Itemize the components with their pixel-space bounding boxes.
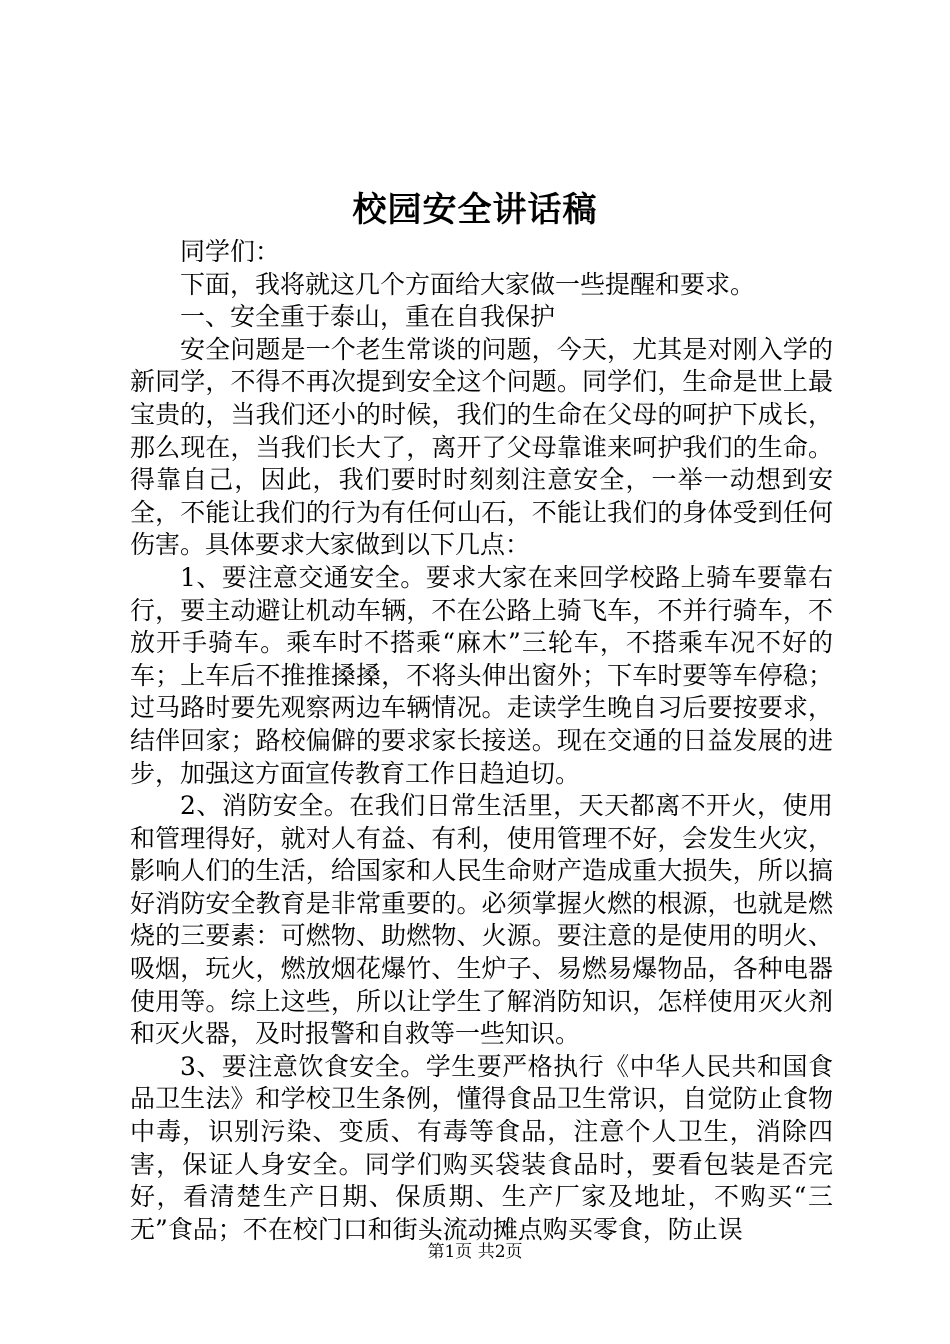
section-heading-1: 一、安全重于泰山，重在自我保护: [180, 302, 556, 332]
document-body: [130, 236, 833, 1246]
paragraph-greeting: 同学们：: [180, 237, 281, 266]
page-footer: 第1页 共2页: [427, 1242, 523, 1262]
paragraph-intro: 下面，我将就这几个方面给大家做一些提醒和要求。: [180, 269, 756, 299]
paragraph-safety-overview: 安全问题是一个老生常谈的问题，今天，尤其是对刚入学的新同学，不得不再次提到安全这个问题。同学们，生命是世上最宝贵的，当我们还小的时候，我们的生命在父母的呵护下成长，那么现在，当我们长大了，离开了父母靠谁来呵护我们的生命。得靠自己，因此，我们要时时刻刻注意安全，一举一动想到安全，不能让我们的行为有任何山石，不能让我们的身体受到任何伤害。具体要求大家做到以下几点：: [130, 334, 833, 560]
paragraph-food-safety: 3、要注意饮食安全。学生要严格执行《中华人民共和国食品卫生法》和学校卫生条例，懂得食品卫生常识，自觉防止食物中毒，识别污染、变质、有毒等食品，注意个人卫生，消除四害，保证人身安全。同学们购买袋装食品时，要看包装是否完好，看清楚生产日期、保质期、生产厂家及地址，不购买“三无”食品；不在校门口和街头流动摊点购买零食，防止误: [130, 1051, 833, 1244]
document-title: 校园安全讲话稿: [352, 190, 598, 230]
paragraph-fire-safety: 2、消防安全。在我们日常生活里，天天都离不开火，使用和管理得好，就对人有益、有利，使用管理不好，会发生火灾，影响人们的生活，给国家和人民生命财产造成重大损失，所以搞好消防安全教育是非常重要的。必须掌握火燃的根源，也就是燃烧的三要素：可燃物、助燃物、火源。要注意的是使用的明火、吸烟，玩火，燃放烟花爆竹、生炉子、易燃易爆物品，各种电器使用等。综上这些，所以让学生了解消防知识，怎样使用灭火剂和灭火器，及时报警和自救等一些知识。: [130, 791, 833, 1049]
paragraph-traffic-safety: 1、要注意交通安全。要求大家在来回学校路上骑车要靠右行，要主动避让机动车辆，不在公路上骑飞车，不并行骑车，不放开手骑车。乘车时不搭乘“麻木”三轮车，不搭乘车况不好的车；上车后不推推搡搡，不将头伸出窗外；下车时要等车停稳；过马路时要先观察两边车辆情况。走读学生晚自习后要按要求，结伴回家；路校偏僻的要求家长接送。现在交通的日益发展的进步，加强这方面宣传教育工作日趋迫切。: [130, 562, 833, 788]
